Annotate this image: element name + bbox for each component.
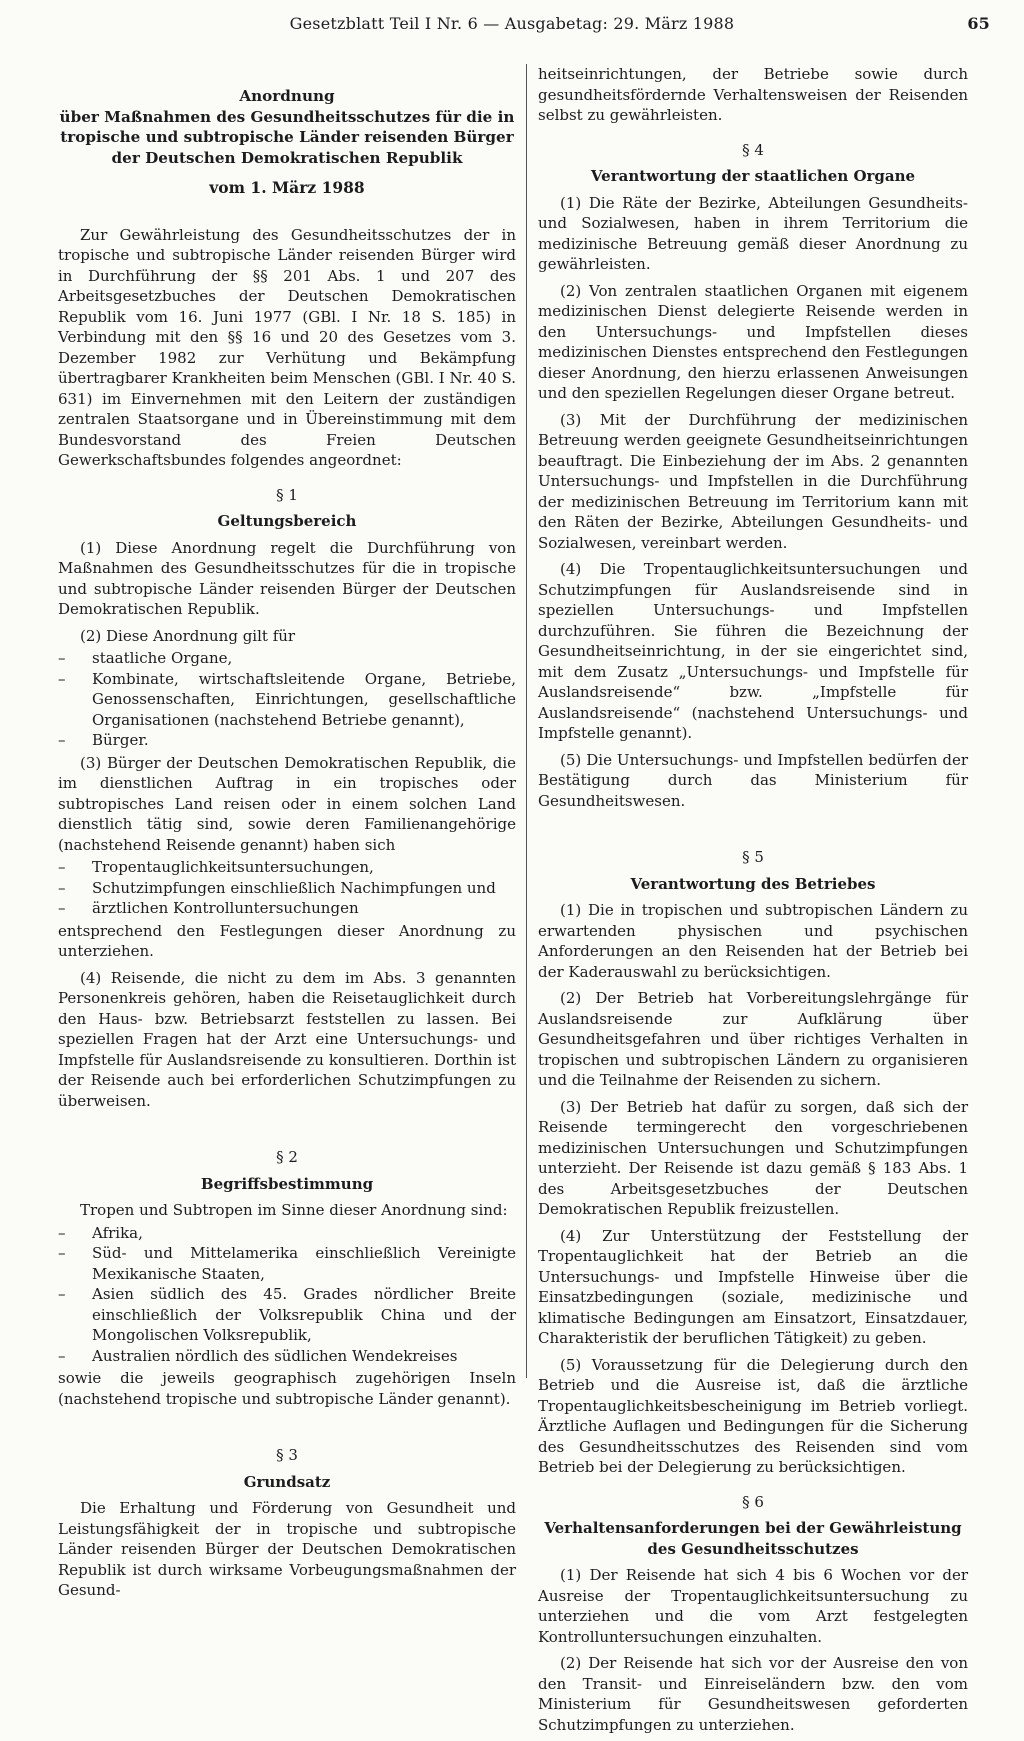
title-line: der Deutschen Demokratischen Republik [111,148,463,167]
paragraph: Die Erhaltung und Förderung von Gesundheit und Leistungsfähigkeit der in tropische und subtropische Länder reisenden Bürger der Deutschen Demokratischen Republik ist durch wirksame Vorbeugungsmaßnahmen der Gesund- [58,1499,516,1599]
section-title: Begriffsbestimmung [200,1174,374,1193]
paragraph: (2) Von zentralen staatlichen Organen mit eigenem medizinischen Dienst delegierte Reisende werden in den Untersuchungs- und Impfstellen dieses medizinischen Dienstes entsprechend den Festlegungen dieser Anordnung, den hierzu erlassenen Anweisungen und den speziellen Regelungen dieser Organe betreut. [538,281,968,402]
section-title: Grundsatz [243,1472,331,1491]
list-item: – Bürger. [58,730,516,751]
ordinance-title [58,86,516,168]
running-title: Gesetzblatt Teil I Nr. 6 — Ausgabetag: 29. März 1988 [289,14,735,33]
paragraph: (3) Bürger der Deutschen Demokratischen Republik, die im dienstlichen Auftrag in ein tropisches oder subtropisches Land reisen oder in einem solchen Land dienstlich tätig sind, sowie deren Familienangehörige (nachstehend Reisende genannt) haben sich [58,753,516,854]
list-item: – staatliche Organe, [58,648,516,669]
paragraph: Tropen und Subtropen im Sinne dieser Anordnung sind: [80,1201,508,1219]
left-column [58,64,516,1607]
preamble: Zur Gewährleistung des Gesundheitsschutzes der in tropische und subtropische Länder reisenden Bürger wird in Durchführung der §§ 201 Abs. 1 und 207 des Arbeitsgesetzbuches der Deutschen Demokratischen Republik vom 16. Juni 1977 (GBl. I Nr. 18 S. 185) in Verbindung mit den §§ 16 und 20 des Gesetzes vom 3. Dezember 1982 zur Verhütung und Bekämpfung übertragbarer Krankheiten beim Menschen (GBl. I Nr. 40 S. 631) im Einvernehmen mit den Leitern der zuständigen zentralen Staatsorgane und in Übereinstimmung mit dem Bundesvorstand des Freien Deutschen Gewerkschaftsbundes folgendes angeordnet: [58,225,516,469]
column-divider [526,64,527,1378]
section-number: § 4 [742,140,764,159]
section-title [538,1518,968,1559]
paragraph: sowie die jeweils geographisch zugehörigen Inseln (nachstehend tropische und subtropische Länder genannt). [58,1369,516,1408]
paragraph: (4) Zur Unterstützung der Feststellung der Tropentauglichkeit hat der Betrieb an die Untersuchungs- und Impfstelle Hinweise über die Einsatzbedingungen (soziale, medizinische und klimatische Bedingungen am Einsatzort, Einsatzdauer, Charakteristik der beruflichen Tätigkeit) zu geben. [538,1226,968,1347]
dash-list [58,857,516,919]
section-title-line: Verhaltensanforderungen bei der Gewährleistung [544,1519,962,1537]
paragraph: (1) Die Räte der Bezirke, Abteilungen Gesundheits- und Sozialwesen, haben in ihrem Territorium die medizinische Betreuung gemäß dieser Anordnung zu gewährleisten. [538,193,968,273]
paragraph: (5) Voraussetzung für die Delegierung durch den Betrieb und die Ausreise ist, daß die ärztliche Tropentauglichkeitsbescheinigung im Betrieb vorliegt. Ärztliche Auflagen und Bedingungen für die Sicherung des Gesundheitsschutzes des Reisenden sind vom Betrieb bei der Delegierung zu berücksichtigen. [538,1355,968,1476]
paragraph: (1) Diese Anordnung regelt die Durchführung von Maßnahmen des Gesundheitsschutzes für die in tropische und subtropische Länder reisenden Bürger der Deutschen Demokratischen Republik. [58,538,516,618]
list-item: – Kombinate, wirtschaftsleitende Organe, Betriebe, Genossenschaften, Einrichtungen, gesellschaftliche Organisationen (nachstehend Betriebe genannt), [58,669,516,731]
paragraph: (3) Mit der Durchführung der medizinischen Betreuung werden geeignete Gesundheitseinrichtungen beauftragt. Die Einbeziehung der im Abs. 2 genannten Untersuchungs- und Impfstellen in die Durchführung der medizinischen Betreuung im Territorium kann mit den Räten der Bezirke, Abteilungen Gesundheits- und Sozialwesen, vereinbart werden. [538,410,968,552]
section-number: § 3 [276,1446,298,1464]
title-line: tropische und subtropische Länder reisenden Bürger [60,128,514,146]
page-header [0,14,1024,40]
paragraph: heitseinrichtungen, der Betriebe sowie durch gesundheitsfördernde Verhaltensweisen der Reisenden selbst zu gewährleisten. [538,65,968,124]
paragraph: (3) Der Betrieb hat dafür zu sorgen, daß sich der Reisende termingerecht den vorgeschriebenen medizinischen Untersuchungen und Schutzimpfungen unterzieht. Der Reisende ist dazu gemäß § 183 Abs. 1 des Arbeitsgesetzbuches der Deutschen Demokratischen Republik freizustellen. [538,1097,968,1218]
paragraph: (2) Der Betrieb hat Vorbereitungslehrgänge für Auslandsreisende zur Aufklärung über Gesundheitsgefahren und über richtiges Verhalten in tropischen und subtropischen Ländern zu organisieren und die Teilnahme der Reisenden zu sichern. [538,989,968,1089]
page-number: 65 [967,14,990,33]
right-column [538,64,968,1741]
section-number: § 2 [276,1148,298,1166]
dash-list [58,1223,516,1367]
section-title: Verantwortung der staatlichen Organe [590,167,916,185]
paragraph: entsprechend den Festlegungen dieser Anordnung zu unterziehen. [58,921,516,960]
section-number: § 6 [742,1492,764,1511]
title-line: über Maßnahmen des Gesundheitsschutzes für die in [59,107,515,126]
paragraph: (4) Reisende, die nicht zu dem im Abs. 3 genannten Personenkreis gehören, haben die Reisetauglichkeit durch den Haus- bzw. Betriebsarzt feststellen zu lassen. Bei speziellen Fragen hat der Arzt eine Untersuchungs- und Impfstelle für Auslandsreisende zu konsultieren. Dorthin ist der Reisende auch bei erforderlichen Schutzimpfungen zu überweisen. [58,968,516,1110]
list-item: – Afrika, [58,1223,516,1244]
list-item: – ärztlichen Kontrolluntersuchungen [58,898,516,919]
paragraph: (5) Die Untersuchungs- und Impfstellen bedürfen der Bestätigung durch das Ministerium für Gesundheitswesen. [538,750,968,810]
paragraph: (1) Die in tropischen und subtropischen Ländern zu erwartenden physischen und psychischen Anforderungen an den Reisenden hat der Betrieb bei der Kaderauswahl zu berücksichtigen. [538,901,968,981]
ordinance-date: vom 1. März 1988 [209,178,365,197]
paragraph: (4) Die Tropentauglichkeitsuntersuchungen und Schutzimpfungen für Auslandsreisende sind in speziellen Untersuchungs- und Impfstellen durchzuführen. Sie führen die Bezeichnung der Gesundheitseinrichtung, in der sie eingerichtet sind, mit dem Zusatz „Untersuchungs- und Impfstelle für Auslandsreisende“ bzw. „Impfstelle für Auslandsreisende“ (nachstehend Untersuchungs- und Impfstelle genannt). [538,560,968,742]
section-title-line: des Gesundheitsschutzes [647,1539,859,1558]
list-item: – Australien nördlich des südlichen Wendekreises [58,1346,516,1367]
paragraph: (2) Diese Anordnung gilt für [80,626,296,645]
section-number: § 1 [276,485,298,504]
list-item: – Süd- und Mittelamerika einschließlich Vereinigte Mexikanische Staaten, [58,1243,516,1284]
section-title: Geltungsbereich [217,512,357,530]
list-item: – Tropentauglichkeitsuntersuchungen, [58,857,516,878]
section-number: § 5 [742,848,764,866]
list-item: – Schutzimpfungen einschließlich Nachimpfungen und [58,878,516,899]
list-item: – Asien südlich des 45. Grades nördlicher Breite einschließlich der Volksrepublik China und der Mongolischen Volksrepublik, [58,1284,516,1346]
paragraph: (2) Der Reisende hat sich vor der Ausreise den von den Transit- und Einreiseländern bzw. den vom Ministerium für Gesundheitswesen geforderten Schutzimpfungen zu unterziehen. [538,1654,968,1734]
dash-list [58,648,516,751]
section-title: Verantwortung des Betriebes [630,874,876,893]
paragraph: (1) Der Reisende hat sich 4 bis 6 Wochen vor der Ausreise der Tropentauglichkeitsuntersuchung zu unterziehen und die vom Arzt festgelegten Kontrolluntersuchungen einzuhalten. [538,1566,968,1646]
title-line: Anordnung [239,87,335,105]
